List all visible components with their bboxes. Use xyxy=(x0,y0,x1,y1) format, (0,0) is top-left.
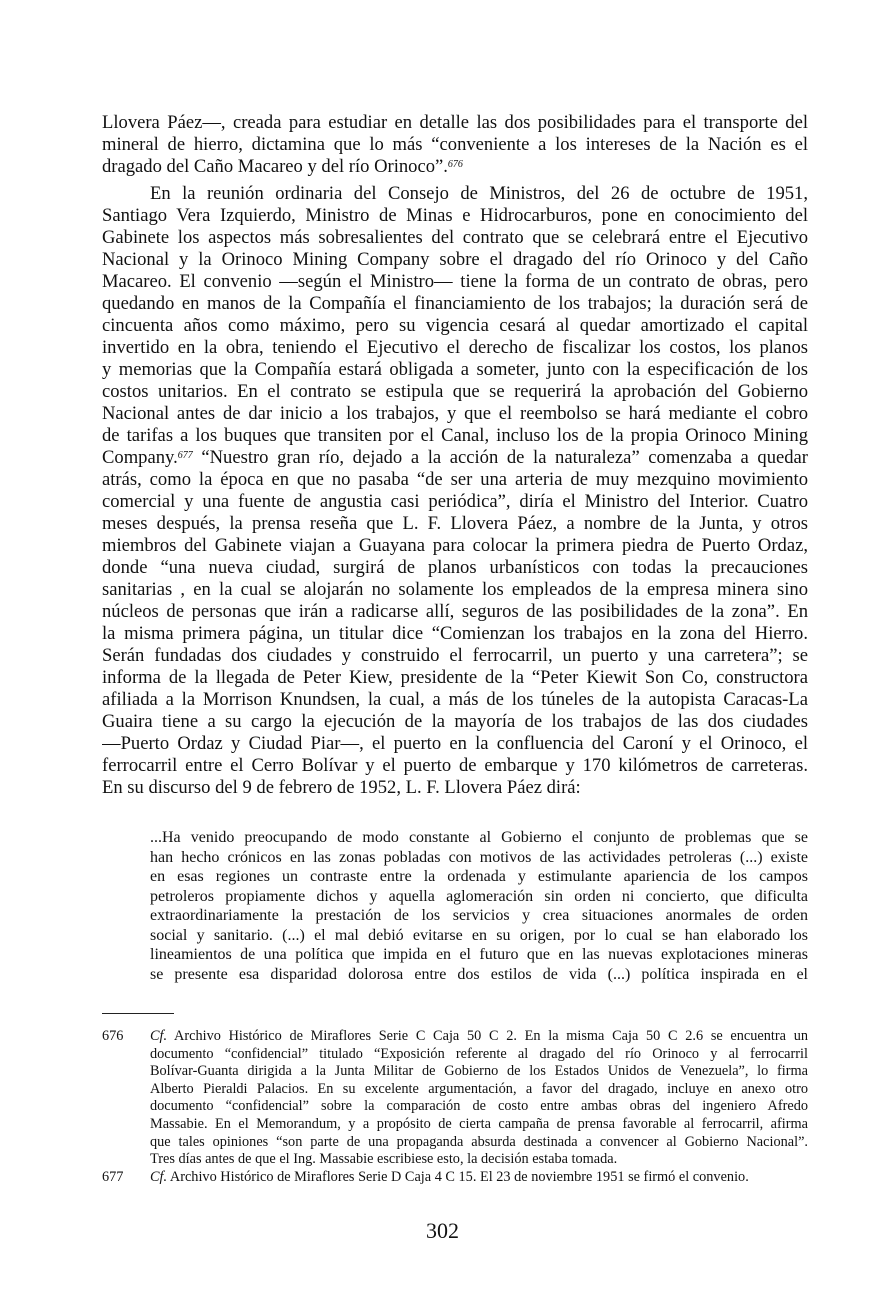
line-text: Nacional antes de dar inicio a los trabajos, y que el reembolso se hará mediante el cobro xyxy=(102,403,808,424)
quote-line: se presente esa disparidad dolorosa entre dos estilos de vida (...) política inspirada en el xyxy=(150,965,808,983)
text-line xyxy=(102,667,808,689)
footnote-number: 676 xyxy=(102,1028,124,1044)
footnote-reference-677[interactable]: 677 xyxy=(177,450,193,461)
text-line xyxy=(102,293,808,315)
text-line xyxy=(102,645,808,667)
line-text: comercial y una fuente de angustia casi periódica”, diría el Ministro del Interior. Cuatro xyxy=(102,491,808,512)
line-text: En la reunión ordinaria del Consejo de Ministros, del 26 de octubre de 1951, xyxy=(150,183,808,204)
footnote-text xyxy=(150,1028,808,1169)
line-text: Llovera Páez—, creada para estudiar en detalle las dos posibilidades para el transporte del xyxy=(102,112,808,133)
line-text: Macareo. El convenio —según el Ministro— tiene la forma de un contrato de obras, pero xyxy=(102,271,808,292)
text-line xyxy=(102,777,808,799)
text-line xyxy=(102,403,808,425)
line-text: “Nuestro gran río, dejado a la acción de la naturaleza” comenzaba a quedar xyxy=(192,447,808,468)
text-line xyxy=(102,183,808,205)
line-text: Guaira tiene a su cargo la ejecución de la mayoría de los trabajos de las dos ciudades xyxy=(102,711,808,732)
line-text: informa de la llegada de Peter Kiew, presidente de la “Peter Kiewit Son Co, constructora xyxy=(102,667,808,688)
quote-line: ...Ha venido preocupando de modo constante al Gobierno el conjunto de problemas que se xyxy=(150,829,808,846)
footnote-reference-676[interactable]: 676 xyxy=(447,159,463,170)
footnote-line: Alberto Pieraldi Palacios. En su excelente argumentación, a favor del dragado, incluye en anexo otro xyxy=(150,1080,808,1097)
quote-line: extraordinariamente la prestación de los servicios y crea situaciones anormales de orden xyxy=(150,907,808,924)
text-line xyxy=(102,205,808,227)
footnote-line: Bolívar-Guanta dirigida a la Junta Militar de Gobierno de los Estados Unidos de Venezuela”, lo firma xyxy=(150,1063,808,1080)
footnote-number: 677 xyxy=(102,1168,124,1185)
line-text: donde “una nueva ciudad, surgirá de planos urbanísticos con todas la precauciones xyxy=(102,557,808,578)
quote-line: han hecho crónicos en las zonas pobladas con motivos de las actividades petroleras (...) existe xyxy=(150,848,808,866)
line-text: invertido en la obra, teniendo el Ejecutivo el derecho de fiscalizar los costos, los planos xyxy=(102,337,808,358)
line-text: y memorias que la Compañía estará obligada a someter, junto con la especificación de los xyxy=(102,359,808,380)
line-text: dragado del Caño Macareo y del río Orinoco”. xyxy=(102,156,448,177)
text-line xyxy=(102,623,808,645)
quote-line: petroleros propiamente dichos y aquella aglomeración sin orden ni concierto, que dificulta xyxy=(150,887,808,905)
line-text: En su discurso del 9 de febrero de 1952, L. F. Llovera Páez dirá: xyxy=(102,777,581,798)
paragraph-1 xyxy=(102,112,808,178)
text-line xyxy=(102,249,808,271)
paragraph-2 xyxy=(102,183,808,799)
line-text: Company. xyxy=(102,447,178,468)
line-text: Nacional y la Orinoco Mining Company sobre el dragado del río Orinoco y del Caño xyxy=(102,249,808,270)
cf-abbreviation: Cf. xyxy=(150,1028,168,1044)
text-line xyxy=(102,227,808,249)
footnote-line xyxy=(150,1028,808,1046)
page-number: 302 xyxy=(426,1218,459,1243)
line-text: núcleos de personas que irán a radicarse allí, seguros de las posibilidades de la zona”. En xyxy=(102,601,808,622)
text-line xyxy=(102,601,808,623)
footnote-line: que tales opiniones “son parte de una propaganda absurda destinada a convencer al Gobierno Nacional”. xyxy=(150,1133,808,1150)
text-line xyxy=(102,755,808,777)
line-text: la misma primera página, un titular dice “Comienzan los trabajos en la zona del Hierro. xyxy=(102,623,808,644)
quote-line: social y sanitario. (...) el mal debió evitarse en su origen, por lo cual se han elaborado los xyxy=(150,926,808,944)
text-line xyxy=(102,425,808,447)
line-text: cincuenta años como máximo, pero su vigencia cesará al quedar amortizado el capital xyxy=(102,315,808,336)
text-line xyxy=(102,579,808,601)
text-line xyxy=(102,711,808,733)
line-text: ferrocarril entre el Cerro Bolívar y el puerto de embarque y 170 kilómetros de carreteras. xyxy=(102,755,808,776)
footnote-line: documento “confidencial” sobre la comparación de costo entre ambas obras del ingeniero Afredo xyxy=(150,1098,808,1115)
footnote-676 xyxy=(102,1028,808,1169)
line-text: miembros del Gabinete viajan a Guayana para colocar la primera piedra de Puerto Ordaz, xyxy=(102,535,808,556)
text-line xyxy=(102,134,808,156)
line-text: —Puerto Ordaz y Ciudad Piar—, el puerto en la confluencia del Caroní y el Orinoco, el xyxy=(102,733,808,754)
line-text: Santiago Vera Izquierdo, Ministro de Minas e Hidrocarburos, pone en conocimiento del xyxy=(102,205,808,226)
footnote-line: Tres días antes de que el Ing. Massabie escribiese esto, la decisión estaba tomada. xyxy=(150,1151,618,1168)
footnote-line: Massabie. En el Memorandum, y a propósito de cierta campaña de prensa favorable al ferrocarril, afirma xyxy=(150,1115,808,1132)
footnote-line xyxy=(150,1169,808,1187)
text-line xyxy=(102,447,808,469)
text-line xyxy=(102,156,808,178)
line-text: mineral de hierro, dictamina que lo más “conveniente a los intereses de la Nación es el xyxy=(102,134,808,155)
line-text: sanitarias , en la cual se alojarán no solamente los empleados de la empresa minera sino xyxy=(102,579,808,600)
cf-abbreviation: Cf. xyxy=(150,1168,168,1185)
line-text: Archivo Histórico de Miraflores Serie D Caja 4 C 15. El 23 de noviembre 1951 se firmó el convenio. xyxy=(167,1168,749,1185)
body-text xyxy=(102,112,808,799)
text-line xyxy=(102,469,808,491)
footnote-line: documento “confidencial” titulado “Exposición referente al dragado del río Orinoco y al ferrocarril xyxy=(150,1045,808,1062)
footnotes xyxy=(102,1028,808,1186)
text-line xyxy=(102,381,808,403)
line-text: Serán fundadas dos ciudades y construido el ferrocarril, un puerto y una carretera”; se xyxy=(102,645,808,666)
line-text: Gabinete los aspectos más sobresalientes del contrato que se celebrará entre el Ejecutivo xyxy=(102,227,808,248)
text-line xyxy=(102,535,808,557)
line-text: de tarifas a los buques que transiten por el Canal, incluso los de la propia Orinoco Mining xyxy=(102,425,808,446)
quote-line: en esas regiones un contraste entre la ordenada y estimulante apariencia de los campos xyxy=(150,868,808,885)
text-line xyxy=(102,337,808,359)
line-text: quedando en manos de la Compañía el financiamiento de los trabajos; la duración será de xyxy=(102,293,808,314)
text-line xyxy=(102,112,808,134)
text-line xyxy=(102,513,808,535)
line-text: meses después, la prensa reseña que L. F. Llovera Páez, a nombre de la Junta, y otros xyxy=(102,513,808,534)
text-line xyxy=(102,689,808,711)
text-line xyxy=(102,557,808,579)
line-text: afiliada a la Morrison Knundsen, la cual, a más de los túneles de la autopista Caracas-La xyxy=(102,689,808,710)
text-line xyxy=(102,271,808,293)
text-line xyxy=(102,315,808,337)
quote-line: lineamientos de una política que impida en el futuro que en las nuevas explotaciones mineras xyxy=(150,946,808,963)
text-line xyxy=(102,733,808,755)
line-text: Archivo Histórico de Miraflores Serie C Caja 50 C 2. En la misma Caja 50 C 2.6 se encuentra un xyxy=(167,1028,808,1044)
footnote-separator xyxy=(102,1013,174,1014)
block-quote xyxy=(150,828,808,984)
footnote-text xyxy=(150,1169,808,1187)
line-text: costos unitarios. En el contrato se estipula que se requerirá la aprobación del Gobierno xyxy=(102,381,808,402)
text-line xyxy=(102,359,808,381)
footnote-677 xyxy=(102,1169,808,1187)
text-line xyxy=(102,491,808,513)
line-text: atrás, como la época en que no pasaba “de ser una arteria de muy mezquino movimiento xyxy=(102,469,808,490)
